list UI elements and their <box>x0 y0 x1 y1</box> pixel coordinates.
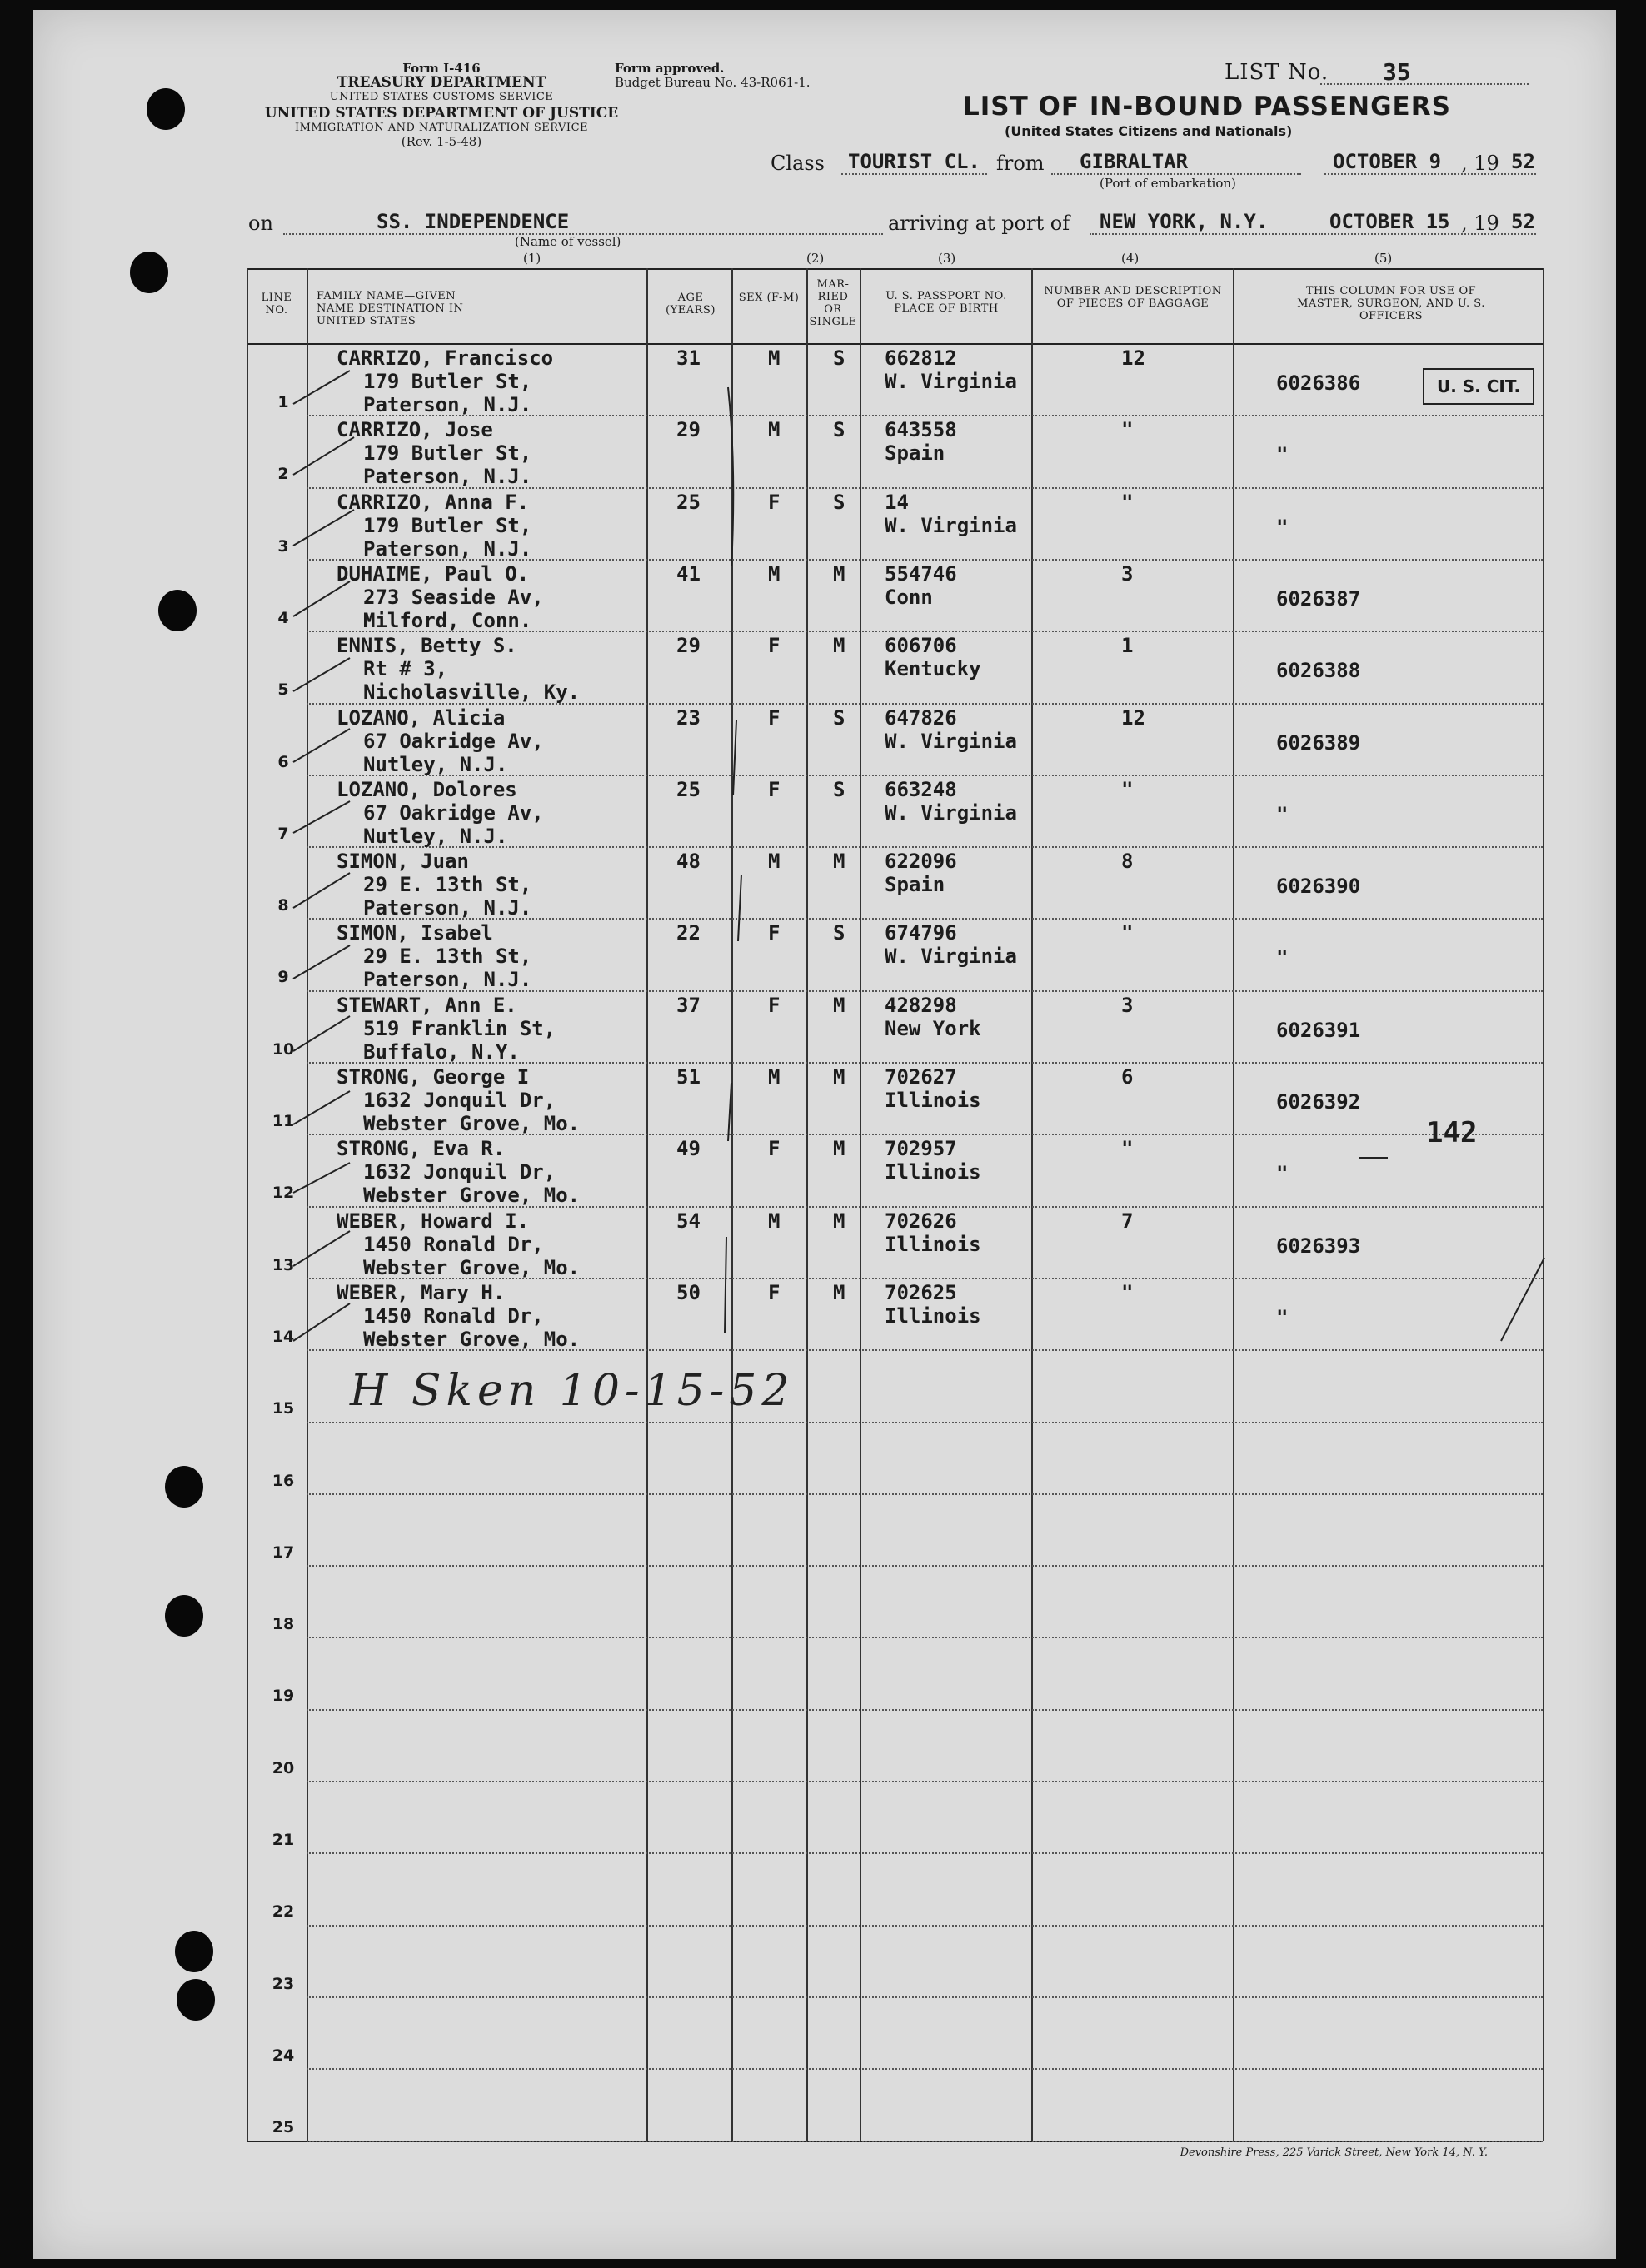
marital-status: S <box>833 418 845 442</box>
passenger-age: 29 <box>676 634 701 658</box>
baggage-count: " <box>1121 1280 1134 1304</box>
passenger-age: 51 <box>676 1065 701 1089</box>
officer-entry: 6026387 <box>1276 586 1361 611</box>
passenger-name: ENNIS, Betty S. <box>337 634 517 658</box>
baggage-count: 3 <box>1121 993 1134 1017</box>
passenger-sex: F <box>768 777 781 801</box>
marital-status: M <box>833 1137 845 1161</box>
arrival-port: NEW YORK, N.Y. <box>1100 210 1269 233</box>
place-of-birth: W. Virginia <box>885 513 1017 537</box>
place-of-birth: W. Virginia <box>885 370 1017 393</box>
officer-entry: " <box>1276 1305 1289 1329</box>
place-of-birth: Illinois <box>885 1160 981 1184</box>
line-number: 3 <box>277 536 289 556</box>
header-name-destination: FAMILY NAME—GIVEN NAME DESTINATION IN UNITED STATES <box>317 290 464 327</box>
passenger-age: 50 <box>676 1280 701 1304</box>
on-label: on <box>248 212 273 235</box>
officer-entry: 6026393 <box>1276 1234 1361 1258</box>
line-number: 22 <box>272 1902 295 1922</box>
place-of-birth: Illinois <box>885 1303 981 1328</box>
arrival-date: OCTOBER 15 <box>1329 210 1450 233</box>
passport-number: 702626 <box>885 1209 957 1233</box>
vessel-caption: (Name of vessel) <box>515 234 621 249</box>
passenger-address: 179 Butler St, <box>363 513 532 537</box>
form-number: Form I-416 <box>402 61 481 76</box>
passenger-address: 179 Butler St, <box>363 370 532 393</box>
line-number: 11 <box>272 1112 295 1130</box>
passenger-sex: M <box>768 561 781 586</box>
passenger-sex: M <box>768 1065 781 1089</box>
baggage-count: 12 <box>1121 346 1145 370</box>
passenger-address: 67 Oakridge Av, <box>363 800 544 825</box>
passenger-name: STEWART, Ann E. <box>337 993 517 1017</box>
line-number: 12 <box>272 1184 295 1203</box>
passenger-city: Webster Grove, Mo. <box>363 1255 581 1279</box>
col-number-1: (1) <box>523 251 541 266</box>
passenger-address: 29 E. 13th St, <box>363 873 532 897</box>
marital-status: S <box>833 777 845 801</box>
passenger-sex: F <box>768 490 781 514</box>
header-sex: SEX (F-M) <box>738 292 800 304</box>
line-number: 9 <box>277 968 289 987</box>
passenger-name: WEBER, Mary H. <box>337 1280 506 1304</box>
col-number-3: (3) <box>938 251 956 266</box>
place-of-birth: Spain <box>885 441 945 466</box>
passenger-sex: F <box>768 1280 781 1304</box>
baggage-count: 3 <box>1121 561 1134 586</box>
passenger-city: Milford, Conn. <box>363 608 532 632</box>
class-value: TOURIST CL. <box>848 150 980 173</box>
passport-number: 674796 <box>885 921 957 945</box>
place-of-birth: W. Virginia <box>885 945 1017 969</box>
passenger-sex: M <box>768 1209 781 1233</box>
line-number: 14 <box>272 1327 295 1346</box>
passenger-sex: F <box>768 993 781 1017</box>
vessel-name: SS. INDEPENDENCE <box>377 210 570 233</box>
marital-status: S <box>833 346 845 370</box>
passenger-city: Nutley, N.J. <box>363 824 508 848</box>
arrival-year-prefix: , 19 <box>1461 212 1499 235</box>
line-number: 7 <box>277 824 289 843</box>
line-number: 5 <box>277 680 289 700</box>
place-of-birth: Illinois <box>885 1232 981 1256</box>
marital-status: M <box>833 993 845 1017</box>
passenger-address: 1632 Jonquil Dr, <box>363 1089 556 1112</box>
passenger-city: Paterson, N.J. <box>363 968 532 992</box>
passenger-city: Nutley, N.J. <box>363 752 508 776</box>
passport-number: 606706 <box>885 634 957 658</box>
us-citizen-stamp: U. S. CIT. <box>1423 368 1534 405</box>
passenger-address: 519 Franklin St, <box>363 1016 556 1040</box>
line-number: 20 <box>272 1758 295 1777</box>
passenger-name: CARRIZO, Jose <box>337 418 493 442</box>
page-subtitle: (United States Citizens and Nationals) <box>1005 123 1293 139</box>
passenger-city: Webster Grove, Mo. <box>363 1327 581 1351</box>
passport-number: 702625 <box>885 1280 957 1304</box>
officer-entry: " <box>1276 515 1289 539</box>
departure-year: 52 <box>1511 150 1535 173</box>
place-of-birth: W. Virginia <box>885 729 1017 753</box>
printer-credit: Devonshire Press, 225 Varick Street, New York 14, N. Y. <box>1180 2146 1488 2159</box>
officer-entry: 6026388 <box>1276 659 1361 683</box>
baggage-count: " <box>1121 1137 1134 1161</box>
passport-number: 647826 <box>885 705 957 730</box>
passenger-age: 25 <box>676 777 701 801</box>
passenger-age: 31 <box>676 346 701 370</box>
place-of-birth: Kentucky <box>885 657 981 681</box>
passenger-age: 29 <box>676 418 701 442</box>
passenger-address: 179 Butler St, <box>363 441 532 466</box>
passenger-name: CARRIZO, Francisco <box>337 346 554 370</box>
passenger-address: 1632 Jonquil Dr, <box>363 1160 556 1184</box>
passenger-age: 48 <box>676 850 701 874</box>
baggage-count: 8 <box>1121 850 1134 874</box>
arrival-year: 52 <box>1511 210 1535 233</box>
passenger-city: Paterson, N.J. <box>363 465 532 489</box>
line-number: 13 <box>272 1255 295 1274</box>
form-approved: Form approved. <box>615 61 725 76</box>
departure-year-prefix: , 19 <box>1461 152 1499 175</box>
place-of-birth: Spain <box>885 873 945 897</box>
budget-number: Budget Bureau No. 43-R061-1. <box>615 75 811 90</box>
arriving-label: arriving at port of <box>888 212 1070 235</box>
line-number: 21 <box>272 1831 295 1849</box>
passenger-sex: F <box>768 705 781 730</box>
header-officers: THIS COLUMN FOR USE OF MASTER, SURGEON, AND U. S. OFFICERS <box>1297 285 1485 322</box>
officer-entry: 6026390 <box>1276 875 1361 899</box>
baggage-count: 7 <box>1121 1209 1134 1233</box>
col-number-2: (2) <box>806 251 825 266</box>
baggage-count: " <box>1121 418 1134 442</box>
list-number-label: LIST No. <box>1225 60 1329 85</box>
place-of-birth: Illinois <box>885 1089 981 1112</box>
baggage-count: 6 <box>1121 1065 1134 1089</box>
passenger-city: Buffalo, N.Y. <box>363 1039 520 1064</box>
marital-status: M <box>833 561 845 586</box>
line-number: 16 <box>272 1471 295 1490</box>
passenger-age: 41 <box>676 561 701 586</box>
passenger-address: 1450 Ronald Dr, <box>363 1303 544 1328</box>
marital-status: S <box>833 705 845 730</box>
page-title: LIST OF IN-BOUND PASSENGERS <box>963 92 1451 122</box>
line-number: 4 <box>277 608 289 627</box>
customs-service: UNITED STATES CUSTOMS SERVICE <box>329 91 554 103</box>
baggage-count: 12 <box>1121 705 1145 730</box>
departure-date: OCTOBER 9 <box>1333 150 1442 173</box>
passenger-city: Nicholasville, Ky. <box>363 680 581 705</box>
passenger-city: Webster Grove, Mo. <box>363 1184 581 1208</box>
passenger-name: CARRIZO, Anna F. <box>337 490 530 514</box>
passenger-sex: F <box>768 1137 781 1161</box>
tally-count: 142 <box>1426 1116 1478 1149</box>
passenger-city: Paterson, N.J. <box>363 536 532 561</box>
passport-number: 663248 <box>885 777 957 801</box>
passenger-age: 22 <box>676 921 701 945</box>
passenger-sex: F <box>768 921 781 945</box>
line-number: 1 <box>277 393 289 411</box>
passenger-address: Rt # 3, <box>363 657 448 681</box>
marital-status: M <box>833 634 845 658</box>
passenger-name: STRONG, Eva R. <box>337 1137 506 1161</box>
passenger-name: WEBER, Howard I. <box>337 1209 530 1233</box>
officer-entry: " <box>1276 946 1289 970</box>
list-number: 35 <box>1383 58 1411 86</box>
passenger-age: 25 <box>676 490 701 514</box>
place-of-birth: Conn <box>885 585 933 609</box>
passenger-name: LOZANO, Alicia <box>337 705 506 730</box>
passport-number: 428298 <box>885 993 957 1017</box>
baggage-count: " <box>1121 490 1134 514</box>
line-number: 8 <box>277 896 289 915</box>
treasury-dept: TREASURY DEPARTMENT <box>337 74 546 91</box>
passenger-city: Webster Grove, Mo. <box>363 1112 581 1135</box>
marital-status: M <box>833 1209 845 1233</box>
passenger-address: 273 Seaside Av, <box>363 585 544 609</box>
passport-number: 662812 <box>885 346 957 370</box>
officer-entry: 6026389 <box>1276 730 1361 755</box>
place-of-birth: W. Virginia <box>885 800 1017 825</box>
passenger-age: 23 <box>676 705 701 730</box>
header-line-no: LINE NO. <box>261 292 292 317</box>
revision: (Rev. 1-5-48) <box>401 134 482 149</box>
line-number: 18 <box>272 1615 295 1634</box>
baggage-count: " <box>1121 777 1134 801</box>
passenger-name: SIMON, Juan <box>337 850 469 874</box>
officer-entry: 6026392 <box>1276 1090 1361 1114</box>
marital-status: M <box>833 850 845 874</box>
line-number: 23 <box>272 1974 295 1993</box>
header-married: MAR-RIED OR SINGLE <box>809 278 857 328</box>
passenger-sex: M <box>768 418 781 442</box>
line-number: 2 <box>277 465 289 484</box>
passenger-sex: M <box>768 346 781 370</box>
passenger-name: SIMON, Isabel <box>337 921 493 945</box>
passenger-address: 67 Oakridge Av, <box>363 729 544 753</box>
passport-number: 643558 <box>885 418 957 442</box>
passport-number: 702627 <box>885 1065 957 1089</box>
from-label: from <box>996 152 1045 175</box>
line-number: 15 <box>272 1399 295 1418</box>
port-caption: (Port of embarkation) <box>1100 176 1236 191</box>
baggage-count: " <box>1121 921 1134 945</box>
line-number: 6 <box>277 752 289 771</box>
officer-entry: 6026386 <box>1276 371 1361 395</box>
passenger-name: LOZANO, Dolores <box>337 777 517 801</box>
passenger-sex: F <box>768 634 781 658</box>
passenger-sex: M <box>768 850 781 874</box>
passenger-address: 29 E. 13th St, <box>363 945 532 969</box>
officer-entry: " <box>1276 1162 1289 1186</box>
line-number: 25 <box>272 2118 295 2137</box>
col-number-4: (4) <box>1121 251 1140 266</box>
marital-status: M <box>833 1280 845 1304</box>
passport-number: 14 <box>885 490 909 514</box>
marital-status: S <box>833 490 845 514</box>
baggage-count: 1 <box>1121 634 1134 658</box>
justice-dept: UNITED STATES DEPARTMENT OF JUSTICE <box>264 105 619 122</box>
header-baggage: NUMBER AND DESCRIPTION OF PIECES OF BAGGAGE <box>1044 285 1222 310</box>
passport-number: 622096 <box>885 850 957 874</box>
passenger-name: STRONG, George I <box>337 1065 530 1089</box>
header-age: AGE (YEARS) <box>666 292 716 317</box>
class-label: Class <box>771 152 825 175</box>
signature: H Sken 10-15-52 <box>350 1366 795 1416</box>
place-of-birth: New York <box>885 1016 981 1040</box>
passport-number: 554746 <box>885 561 957 586</box>
line-number: 10 <box>272 1039 295 1059</box>
passenger-address: 1450 Ronald Dr, <box>363 1232 544 1256</box>
line-number: 24 <box>272 2046 295 2065</box>
officer-entry: " <box>1276 443 1289 467</box>
passenger-city: Paterson, N.J. <box>363 393 532 416</box>
passenger-age: 37 <box>676 993 701 1017</box>
passenger-name: DUHAIME, Paul O. <box>337 561 530 586</box>
ins-service: IMMIGRATION AND NATURALIZATION SERVICE <box>294 122 589 134</box>
line-number: 17 <box>272 1543 295 1562</box>
marital-status: S <box>833 921 845 945</box>
passenger-age: 49 <box>676 1137 701 1161</box>
passport-number: 702957 <box>885 1137 957 1161</box>
officer-entry: 6026391 <box>1276 1018 1361 1042</box>
passenger-city: Paterson, N.J. <box>363 896 532 920</box>
header-passport: U. S. PASSPORT NO. PLACE OF BIRTH <box>885 290 1007 315</box>
passenger-age: 54 <box>676 1209 701 1233</box>
line-number: 19 <box>272 1687 295 1706</box>
officer-entry: " <box>1276 802 1289 826</box>
marital-status: M <box>833 1065 845 1089</box>
embarkation-port: GIBRALTAR <box>1080 150 1189 173</box>
col-number-5: (5) <box>1374 251 1393 266</box>
